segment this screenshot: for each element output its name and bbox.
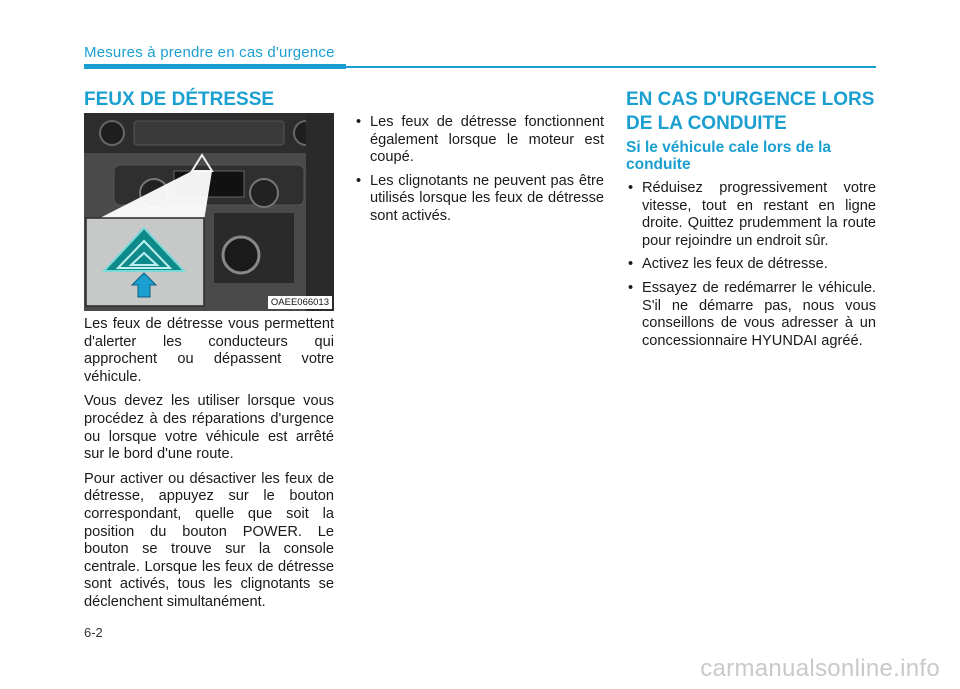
title-line: DE LA CONDUITE — [626, 113, 787, 134]
list-item: • Les feux de détresse fonctionnent également lorsque le moteur est coupé. — [354, 114, 604, 167]
hazard-button-illustration — [84, 113, 334, 311]
section-header: Mesures à prendre en cas d'urgence — [84, 44, 335, 61]
header-rule-thin — [346, 66, 876, 68]
list-item: • Essayez de redémarrer le véhicule. S'il ne démarre pas, nous vous conseillons de vous adresser à un concessionnaire HYUNDAI agréé. — [626, 280, 876, 350]
page-number: 6-2 — [84, 625, 103, 640]
hazard-lights-title: FEUX DE DÉTRESSE — [84, 89, 275, 110]
list-item: • Réduisez progressivement votre vitesse, tout en restant en ligne droite. Quittez prudemment la route pour rejoindre un endroit sûr. — [626, 180, 876, 250]
figure-code: OAEE066013 — [268, 296, 332, 309]
stall-subtitle: Si le véhicule cale lors de la conduite — [626, 139, 832, 173]
emergency-driving-title — [626, 88, 874, 136]
hazard-lights-body — [84, 316, 334, 619]
paragraph: Vous devez les utiliser lorsque vous procédez à des réparations d'urgence ou lorsque votre véhicule est arrêté sur le bord d'une route. — [84, 393, 334, 463]
watermark: carmanualsonline.info — [700, 655, 940, 682]
paragraph: Pour activer ou désactiver les feux de détresse, appuyez sur le bouton correspondant, quelle que soit la position du bouton POWER. Le bouton se trouve sur la console centrale. Lorsque les feux de détresse sont activés, tous les clignotants se déclenchent simultanément. — [84, 470, 334, 610]
list-item: • Activez les feux de détresse. — [626, 256, 876, 274]
title-line: EN CAS D'URGENCE LORS — [626, 89, 875, 110]
stall-instructions — [626, 180, 876, 356]
header-rule-thick — [84, 64, 346, 69]
paragraph: Les feux de détresse vous permettent d'alerter les conducteurs qui approchent ou dépassent votre véhicule. — [84, 316, 334, 385]
hazard-lights-notes — [354, 114, 604, 232]
list-item: • Les clignotants ne peuvent pas être utilisés lorsque les feux de détresse sont activés. — [354, 173, 604, 226]
